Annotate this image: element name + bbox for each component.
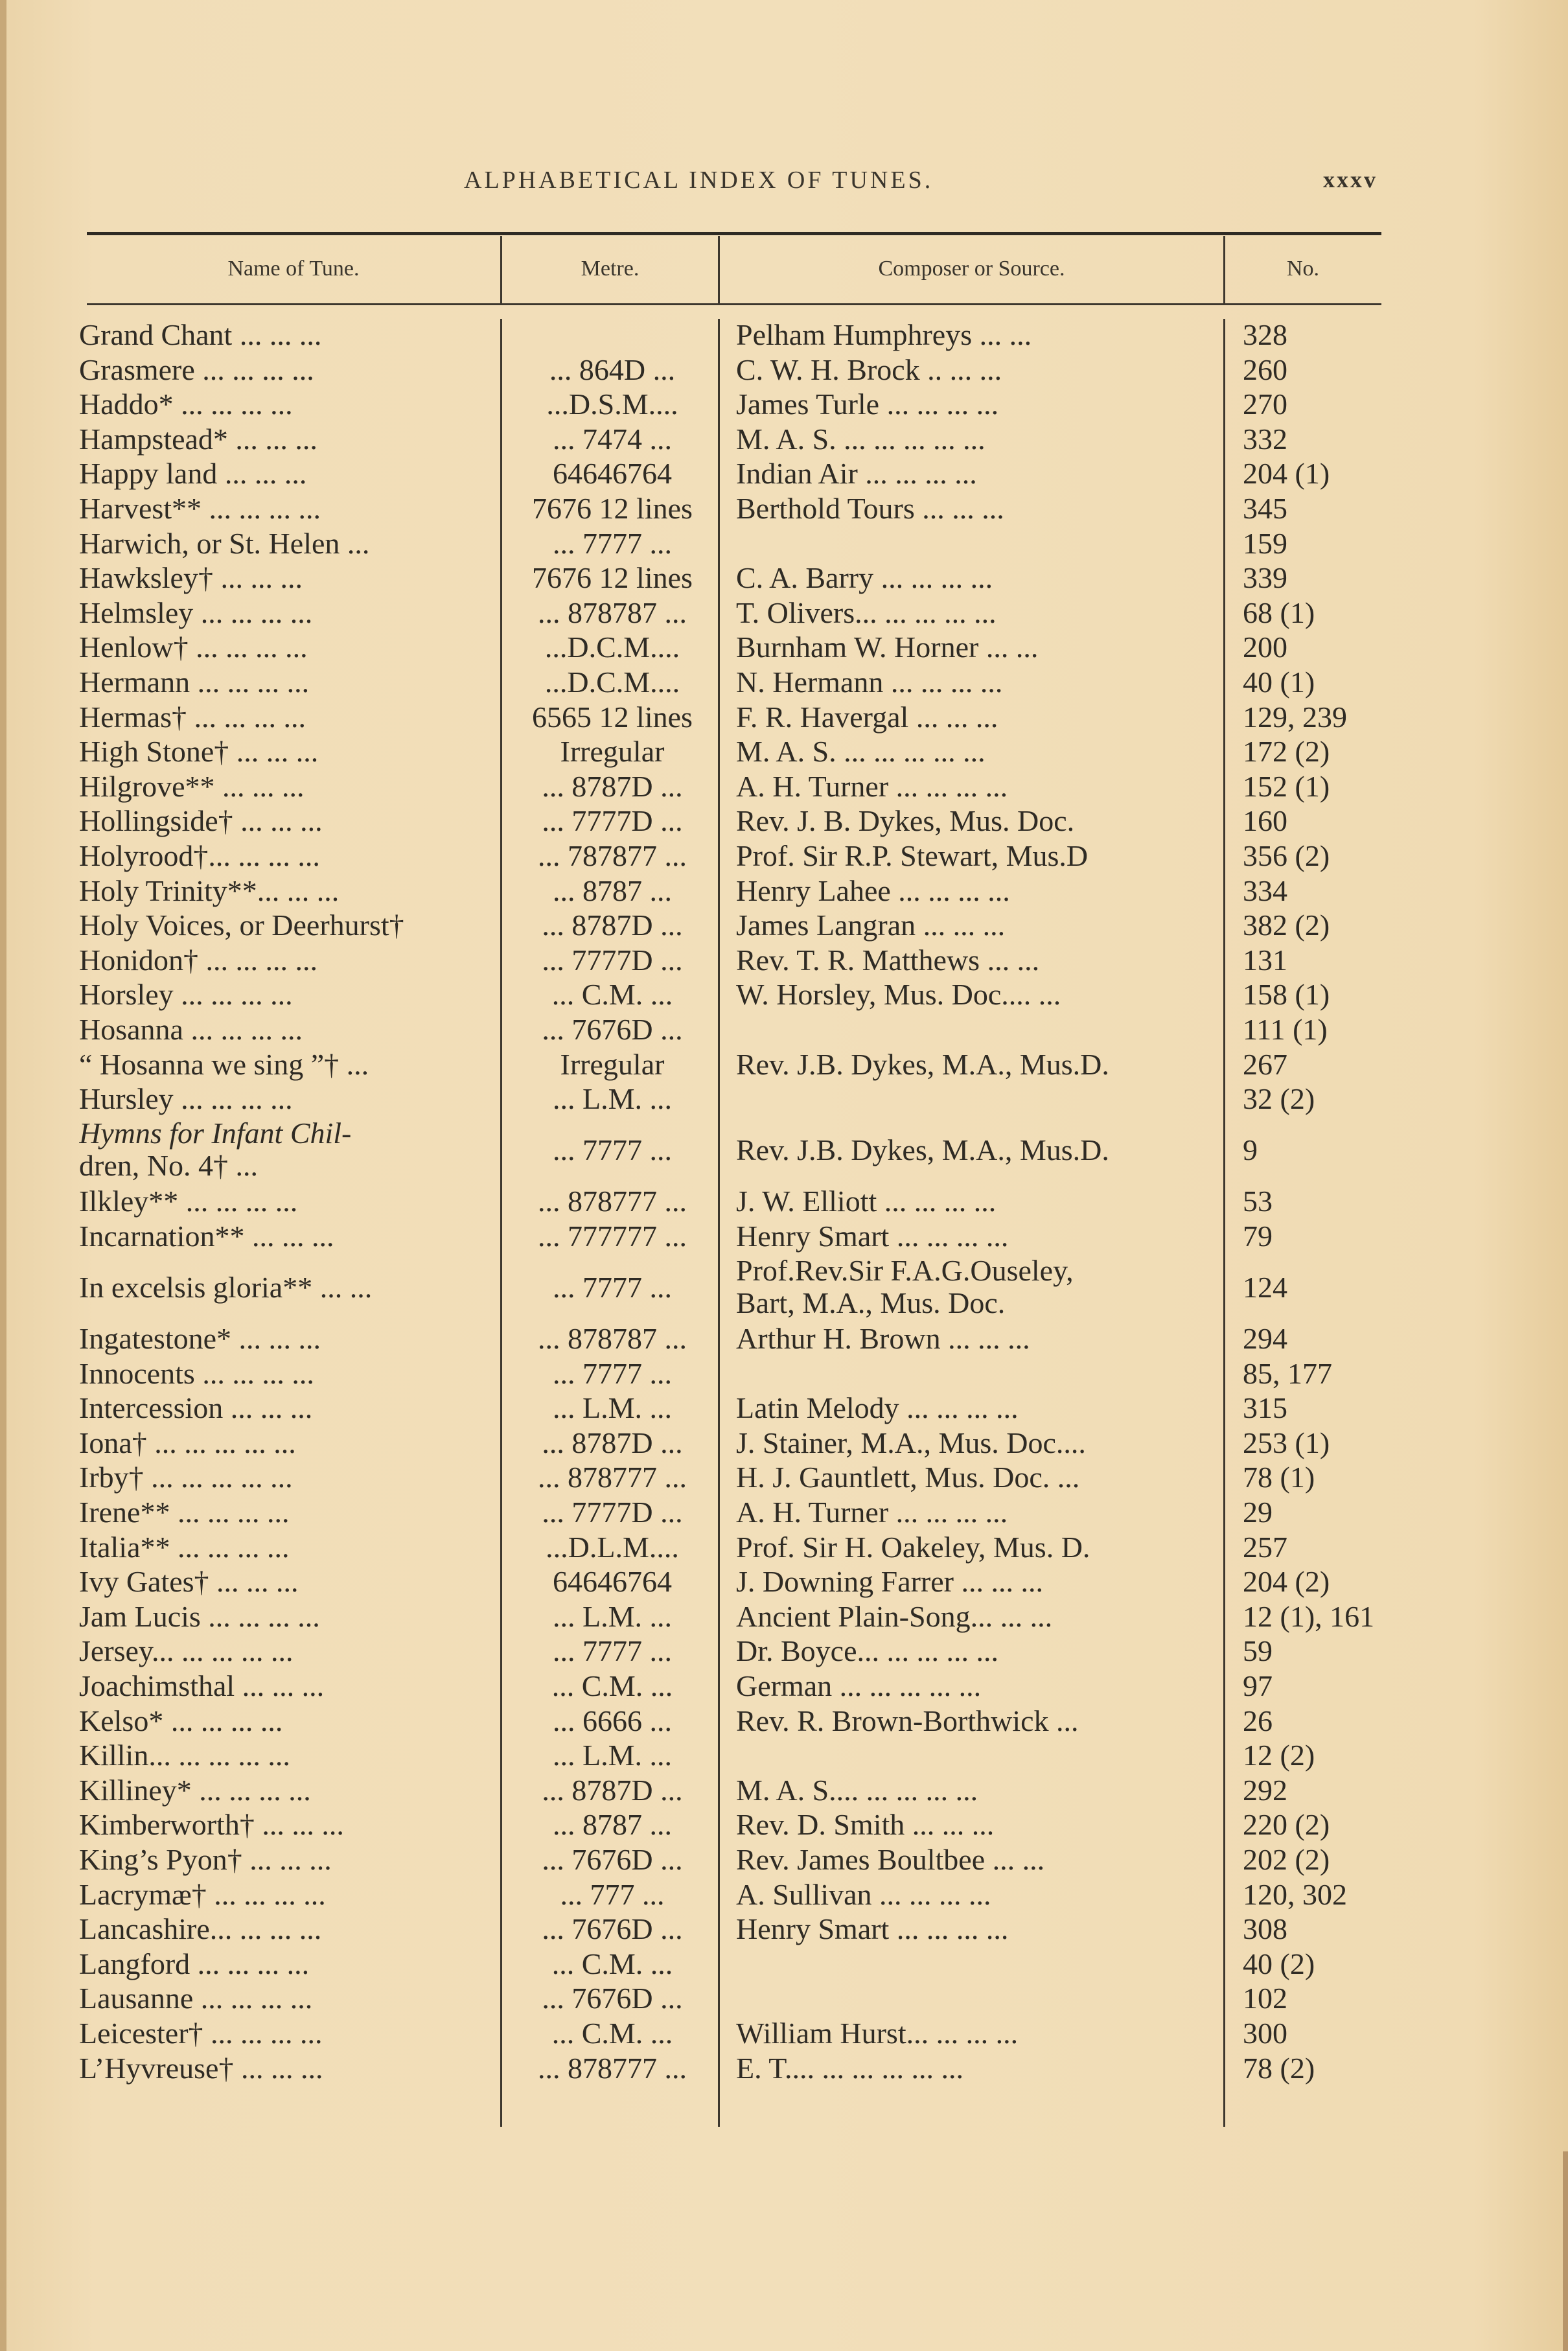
tune-name: Haddo* ... ... ... ... (79, 388, 293, 421)
tune-composer: Rev. James Boultbee ... ... (736, 1843, 1045, 1877)
tune-composer: J. Downing Farrer ... ... ... (736, 1565, 1043, 1599)
table-row (0, 1012, 1568, 1047)
tune-metre: ... L.M. ... (553, 1599, 672, 1633)
table-row (0, 1564, 1568, 1599)
tune-metre: ... 8787D ... (542, 909, 683, 942)
tune-composer: T. Olivers... ... ... ... ... (736, 596, 997, 629)
table-row (0, 422, 1568, 457)
tune-name: Irby† ... ... ... ... ... (79, 1461, 293, 1494)
tune-composer: M. A. S. ... ... ... ... ... (736, 735, 986, 769)
table-row (0, 596, 1568, 631)
tune-metre: ... 7777D ... (542, 1496, 683, 1529)
tune-number: 159 (1243, 526, 1287, 560)
tune-name: In excelsis gloria** ... ... (79, 1270, 373, 1304)
tune-composer: Rev. J.B. Dykes, M.A., Mus.D. (736, 1047, 1109, 1081)
tune-metre: ... 7777 ... (553, 526, 672, 560)
tune-name: Hermas† ... ... ... ... (79, 700, 306, 734)
table-row (0, 1460, 1568, 1495)
tune-number: 339 (1243, 561, 1287, 595)
tune-metre: ... 8787D ... (542, 1773, 683, 1807)
tune-name: Ilkley** ... ... ... ... (79, 1185, 298, 1218)
tune-name: High Stone† ... ... ... (79, 735, 319, 769)
tune-metre: ... C.M. ... (551, 1669, 673, 1703)
tune-name: Hermann ... ... ... ... (79, 666, 310, 699)
tune-composer: Rev. R. Brown-Borthwick ... (736, 1704, 1079, 1737)
tune-number: 32 (2) (1243, 1082, 1315, 1116)
tune-number: 332 (1243, 422, 1287, 456)
tune-name: Leicester† ... ... ... ... (79, 2017, 323, 2050)
tune-name: Helmsley ... ... ... ... (79, 596, 313, 629)
table-row (0, 1219, 1568, 1254)
tune-number: 382 (2) (1243, 909, 1330, 942)
tune-number: 200 (1243, 631, 1287, 664)
tune-number: 68 (1) (1243, 596, 1315, 629)
tune-name: Holy Trinity**... ... ... (79, 874, 340, 907)
page-title: ALPHABETICAL INDEX OF TUNES. (464, 167, 934, 194)
tune-composer: J. Stainer, M.A., Mus. Doc.... (736, 1426, 1086, 1459)
table-row (0, 1117, 1568, 1184)
tune-composer: James Langran ... ... ... (736, 909, 1006, 942)
tune-name: Grand Chant ... ... ... (79, 318, 322, 351)
tune-number: 202 (2) (1243, 1843, 1330, 1877)
tune-number: 53 (1243, 1185, 1273, 1218)
column-header-name: Name of Tune. (227, 257, 360, 281)
tune-number: 345 (1243, 492, 1287, 525)
table-row (0, 561, 1568, 596)
table-row (0, 908, 1568, 943)
tune-name: Hursley ... ... ... ... (79, 1082, 293, 1116)
tune-composer: Dr. Boyce... ... ... ... ... (736, 1634, 999, 1668)
table-row (0, 491, 1568, 526)
table-row (0, 1495, 1568, 1530)
table-row (0, 630, 1568, 665)
tune-metre: ...D.L.M.... (546, 1530, 679, 1564)
tune-name: Killiney* ... ... ... ... (79, 1773, 311, 1807)
column-header-composer: Composer or Source. (878, 257, 1065, 281)
tune-number: 40 (1) (1243, 666, 1315, 699)
table-row (0, 2016, 1568, 2051)
tune-name-line1: Hymns for Infant Chil- (79, 1116, 352, 1150)
tune-name: Harvest** ... ... ... ... (79, 492, 321, 525)
tune-metre: ... C.M. ... (551, 2017, 673, 2050)
tune-number: 308 (1243, 1912, 1287, 1946)
tune-name: L’Hyvreuse† ... ... ... (79, 2051, 323, 2085)
tune-name: Intercession ... ... ... (79, 1391, 313, 1425)
tune-name: Jersey... ... ... ... ... (79, 1634, 294, 1668)
tune-metre: ... 878787 ... (538, 596, 687, 629)
tune-composer: F. R. Havergal ... ... ... (736, 700, 998, 734)
tune-name: Ivy Gates† ... ... ... (79, 1565, 299, 1599)
tune-composer: Latin Melody ... ... ... ... (736, 1391, 1019, 1425)
tune-metre: Irregular (560, 735, 665, 769)
tune-number: 40 (2) (1243, 1947, 1315, 1980)
tune-composer: William Hurst... ... ... ... (736, 2017, 1019, 2050)
column-header-no: No. (1286, 257, 1320, 281)
tune-number: 97 (1243, 1669, 1273, 1703)
table-row (0, 1426, 1568, 1461)
table-row (0, 1669, 1568, 1704)
tune-name: Horsley ... ... ... ... (79, 978, 293, 1012)
tune-name: Innocents ... ... ... ... (79, 1356, 314, 1390)
tune-composer: Rev. J. B. Dykes, Mus. Doc. (736, 804, 1075, 838)
tune-number: 204 (2) (1243, 1565, 1330, 1599)
tune-number: 111 (1) (1243, 1013, 1328, 1046)
tune-number: 356 (2) (1243, 839, 1330, 872)
tune-composer: N. Hermann ... ... ... ... (736, 666, 1003, 699)
tune-name: Jam Lucis ... ... ... ... (79, 1599, 320, 1633)
tune-metre: ... 8787D ... (542, 769, 683, 803)
tune-composer: Henry Lahee ... ... ... ... (736, 874, 1010, 907)
tune-composer: M. A. S.... ... ... ... ... (736, 1773, 978, 1807)
tune-composer: Ancient Plain-Song... ... ... (736, 1599, 1053, 1633)
table-row (0, 1773, 1568, 1808)
tune-name-line2: dren, No. 4† ... (79, 1148, 258, 1182)
tune-name: Irene** ... ... ... ... (79, 1496, 290, 1529)
table-row (0, 769, 1568, 804)
tune-number: 26 (1243, 1704, 1273, 1737)
tune-metre: ... 7676D ... (542, 1013, 683, 1046)
tune-number: 158 (1) (1243, 978, 1330, 1012)
tune-composer: Berthold Tours ... ... ... (736, 492, 1004, 525)
table-row (0, 1391, 1568, 1426)
tune-composer: A. Sullivan ... ... ... ... (736, 1877, 991, 1911)
tune-composer: W. Horsley, Mus. Doc.... ... (736, 978, 1061, 1012)
tune-metre: ... 7676D ... (542, 1912, 683, 1946)
tune-name: Incarnation** ... ... ... (79, 1219, 334, 1253)
tune-number: 300 (1243, 2017, 1287, 2050)
tune-number: 12 (1), 161 (1243, 1599, 1375, 1633)
table-row (0, 1599, 1568, 1634)
table-row (0, 1082, 1568, 1117)
tune-number: 334 (1243, 874, 1287, 907)
tune-metre: ... L.M. ... (553, 1082, 672, 1116)
tune-composer: James Turle ... ... ... ... (736, 388, 999, 421)
tune-metre: ... 7676D ... (542, 1843, 683, 1877)
tune-metre: ... 878777 ... (538, 2051, 687, 2085)
running-header (82, 166, 1378, 205)
table-row (0, 1184, 1568, 1219)
tune-number: 204 (1) (1243, 457, 1330, 491)
page-edge-right (1563, 2151, 1568, 2351)
table-row (0, 839, 1568, 874)
tune-number: 294 (1243, 1322, 1287, 1356)
tune-composer: Henry Smart ... ... ... ... (736, 1219, 1009, 1253)
table-row (0, 1634, 1568, 1669)
tune-name: Ingatestone* ... ... ... (79, 1322, 321, 1356)
tune-name: King’s Pyon† ... ... ... (79, 1843, 332, 1877)
tune-number: 120, 302 (1243, 1877, 1347, 1911)
tune-metre: ... L.M. ... (553, 1739, 672, 1772)
tune-metre: 64646764 (553, 1565, 672, 1599)
tune-metre: ...D.C.M.... (544, 666, 680, 699)
tune-number: 12 (2) (1243, 1739, 1315, 1772)
tune-composer: C. W. H. Brock .. ... ... (736, 353, 1002, 386)
tune-composer: A. H. Turner ... ... ... ... (736, 1496, 1008, 1529)
tune-metre: ... 8787D ... (542, 1426, 683, 1459)
tune-name: Lancashire... ... ... ... (79, 1912, 322, 1946)
tune-number: 78 (1) (1243, 1461, 1315, 1494)
tune-composer: A. H. Turner ... ... ... ... (736, 769, 1008, 803)
table-row (0, 943, 1568, 978)
tune-composer: German ... ... ... ... ... (736, 1669, 982, 1703)
tune-name: Hilgrove** ... ... ... (79, 769, 305, 803)
tune-number: 129, 239 (1243, 700, 1347, 734)
tune-metre: ... 7777 ... (553, 1270, 672, 1304)
tune-composer: Rev. T. R. Matthews ... ... (736, 943, 1040, 977)
tune-composer: Henry Smart ... ... ... ... (736, 1912, 1009, 1946)
table-row (0, 977, 1568, 1012)
tune-composer: Pelham Humphreys ... ... (736, 318, 1032, 351)
tune-metre: ... 7474 ... (553, 422, 672, 456)
tune-metre: ... 777777 ... (538, 1219, 687, 1253)
table-row (0, 1738, 1568, 1773)
tune-name: Happy land ... ... ... (79, 457, 307, 491)
tune-name: Kimberworth† ... ... ... (79, 1808, 344, 1842)
table-row (0, 526, 1568, 561)
tune-number: 220 (2) (1243, 1808, 1330, 1842)
table-row (0, 1877, 1568, 1912)
tune-metre: ... 864D ... (549, 353, 676, 386)
tune-number: 328 (1243, 318, 1287, 351)
tune-metre: 6565 12 lines (532, 700, 693, 734)
tune-name: Hollingside† ... ... ... (79, 804, 323, 838)
table-row (0, 353, 1568, 388)
tune-number: 59 (1243, 1634, 1273, 1668)
tune-name: Iona† ... ... ... ... ... (79, 1426, 296, 1459)
tune-composer: Indian Air ... ... ... ... (736, 457, 977, 491)
tune-metre: ... C.M. ... (551, 1947, 673, 1980)
tune-number: 124 (1243, 1270, 1287, 1304)
tune-name: Honidon† ... ... ... ... (79, 943, 317, 977)
tune-metre: ... 8787 ... (553, 874, 672, 907)
tune-number: 102 (1243, 1982, 1287, 2015)
tune-name: Lausanne ... ... ... ... (79, 1982, 313, 2015)
tune-metre: ... 777 ... (560, 1877, 665, 1911)
tune-composer: E. T.... ... ... ... ... ... (736, 2051, 963, 2085)
column-header-metre: Metre. (581, 257, 640, 281)
tune-number: 152 (1) (1243, 769, 1330, 803)
tune-number: 257 (1243, 1530, 1287, 1564)
tune-number: 29 (1243, 1496, 1273, 1529)
table-row (0, 1530, 1568, 1565)
table-row (0, 874, 1568, 909)
tune-metre: ... 7676D ... (542, 1982, 683, 2015)
tune-composer: Prof. Sir R.P. Stewart, Mus.D (736, 839, 1089, 872)
table-row (0, 734, 1568, 769)
tune-name: Hosanna ... ... ... ... (79, 1013, 303, 1046)
tune-composer: M. A. S. ... ... ... ... ... (736, 422, 986, 456)
table-row (0, 1321, 1568, 1356)
tune-metre: Irregular (560, 1047, 665, 1081)
tune-composer-line1: Prof.Rev.Sir F.A.G.Ouseley, (736, 1253, 1074, 1287)
tune-name: Harwich, or St. Helen ... (79, 526, 370, 560)
table-row (0, 1807, 1568, 1842)
tune-metre: 7676 12 lines (532, 561, 693, 595)
table-row (0, 318, 1568, 353)
tune-number: 160 (1243, 804, 1287, 838)
tune-number: 131 (1243, 943, 1287, 977)
tune-number: 172 (2) (1243, 735, 1330, 769)
tune-number: 79 (1243, 1219, 1273, 1253)
tune-metre: 64646764 (553, 457, 672, 491)
tune-name: Killin... ... ... ... ... (79, 1739, 290, 1772)
tune-number: 260 (1243, 353, 1287, 386)
tune-metre: ... C.M. ... (551, 978, 673, 1012)
tune-name: Hampstead* ... ... ... (79, 422, 317, 456)
tune-number: 267 (1243, 1047, 1287, 1081)
tune-metre: ... 7777 ... (553, 1133, 672, 1166)
tune-name: Holyrood†... ... ... ... (79, 839, 320, 872)
table-row (0, 456, 1568, 491)
tune-name: Langford ... ... ... ... (79, 1947, 310, 1980)
table-row (0, 1047, 1568, 1082)
tune-number: 315 (1243, 1391, 1287, 1425)
tune-metre: 7676 12 lines (532, 492, 693, 525)
page-number: xxxv (1323, 167, 1378, 192)
tune-metre: ...D.S.M.... (546, 388, 678, 421)
top-rule (87, 232, 1381, 235)
tune-name: “ Hosanna we sing ”† ... (79, 1047, 369, 1081)
tune-metre: ... 8787 ... (553, 1808, 672, 1842)
tune-metre: ... 6666 ... (553, 1704, 672, 1737)
tune-name: Kelso* ... ... ... ... (79, 1704, 283, 1737)
tune-composer: Rev. J.B. Dykes, M.A., Mus.D. (736, 1133, 1109, 1166)
table-row (0, 2051, 1568, 2086)
tune-metre: ... 7777 ... (553, 1634, 672, 1668)
tune-number: 85, 177 (1243, 1356, 1332, 1390)
table-row (0, 1704, 1568, 1739)
tune-metre: ... 7777D ... (542, 804, 683, 838)
table-row (0, 804, 1568, 839)
tune-metre: ...D.C.M.... (544, 631, 680, 664)
tune-metre: ... 787877 ... (538, 839, 687, 872)
tune-number: 78 (2) (1243, 2051, 1315, 2085)
tune-composer: Burnham W. Horner ... ... (736, 631, 1039, 664)
tune-number: 292 (1243, 1773, 1287, 1807)
table-row (0, 1842, 1568, 1877)
tune-composer: Prof. Sir H. Oakeley, Mus. D. (736, 1530, 1090, 1564)
table-row (0, 665, 1568, 700)
tune-composer: C. A. Barry ... ... ... ... (736, 561, 993, 595)
tune-metre: ... 878777 ... (538, 1185, 687, 1218)
tune-name: Hawksley† ... ... ... (79, 561, 303, 595)
tune-number: 253 (1) (1243, 1426, 1330, 1459)
tune-name: Lacrymæ† ... ... ... ... (79, 1877, 326, 1911)
tune-composer: J. W. Elliott ... ... ... ... (736, 1185, 997, 1218)
table-row (0, 1356, 1568, 1391)
tune-metre: ... 878787 ... (538, 1322, 687, 1356)
tune-name: Italia** ... ... ... ... (79, 1530, 290, 1564)
tune-composer-line2: Bart, M.A., Mus. Doc. (736, 1286, 1006, 1319)
tune-composer: H. J. Gauntlett, Mus. Doc. ... (736, 1461, 1080, 1494)
tune-name: Henlow† ... ... ... ... (79, 631, 308, 664)
tune-number: 270 (1243, 388, 1287, 421)
tune-composer: Arthur H. Brown ... ... ... (736, 1322, 1030, 1356)
table-row (0, 1947, 1568, 1982)
tune-composer: Rev. D. Smith ... ... ... (736, 1808, 995, 1842)
table-row (0, 1912, 1568, 1947)
table-row (0, 387, 1568, 422)
table-row (0, 700, 1568, 735)
header-rule (87, 303, 1381, 305)
table-row (0, 1981, 1568, 2016)
tune-metre: ... L.M. ... (553, 1391, 672, 1425)
tune-metre: ... 7777 ... (553, 1356, 672, 1390)
tune-metre: ... 7777D ... (542, 943, 683, 977)
tune-name: Holy Voices, or Deerhurst† (79, 909, 404, 942)
tune-metre: ... 878777 ... (538, 1461, 687, 1494)
tune-name: Grasmere ... ... ... ... (79, 353, 314, 386)
tune-name: Joachimsthal ... ... ... (79, 1669, 325, 1703)
table-row (0, 1254, 1568, 1321)
tune-number: 9 (1243, 1133, 1258, 1166)
